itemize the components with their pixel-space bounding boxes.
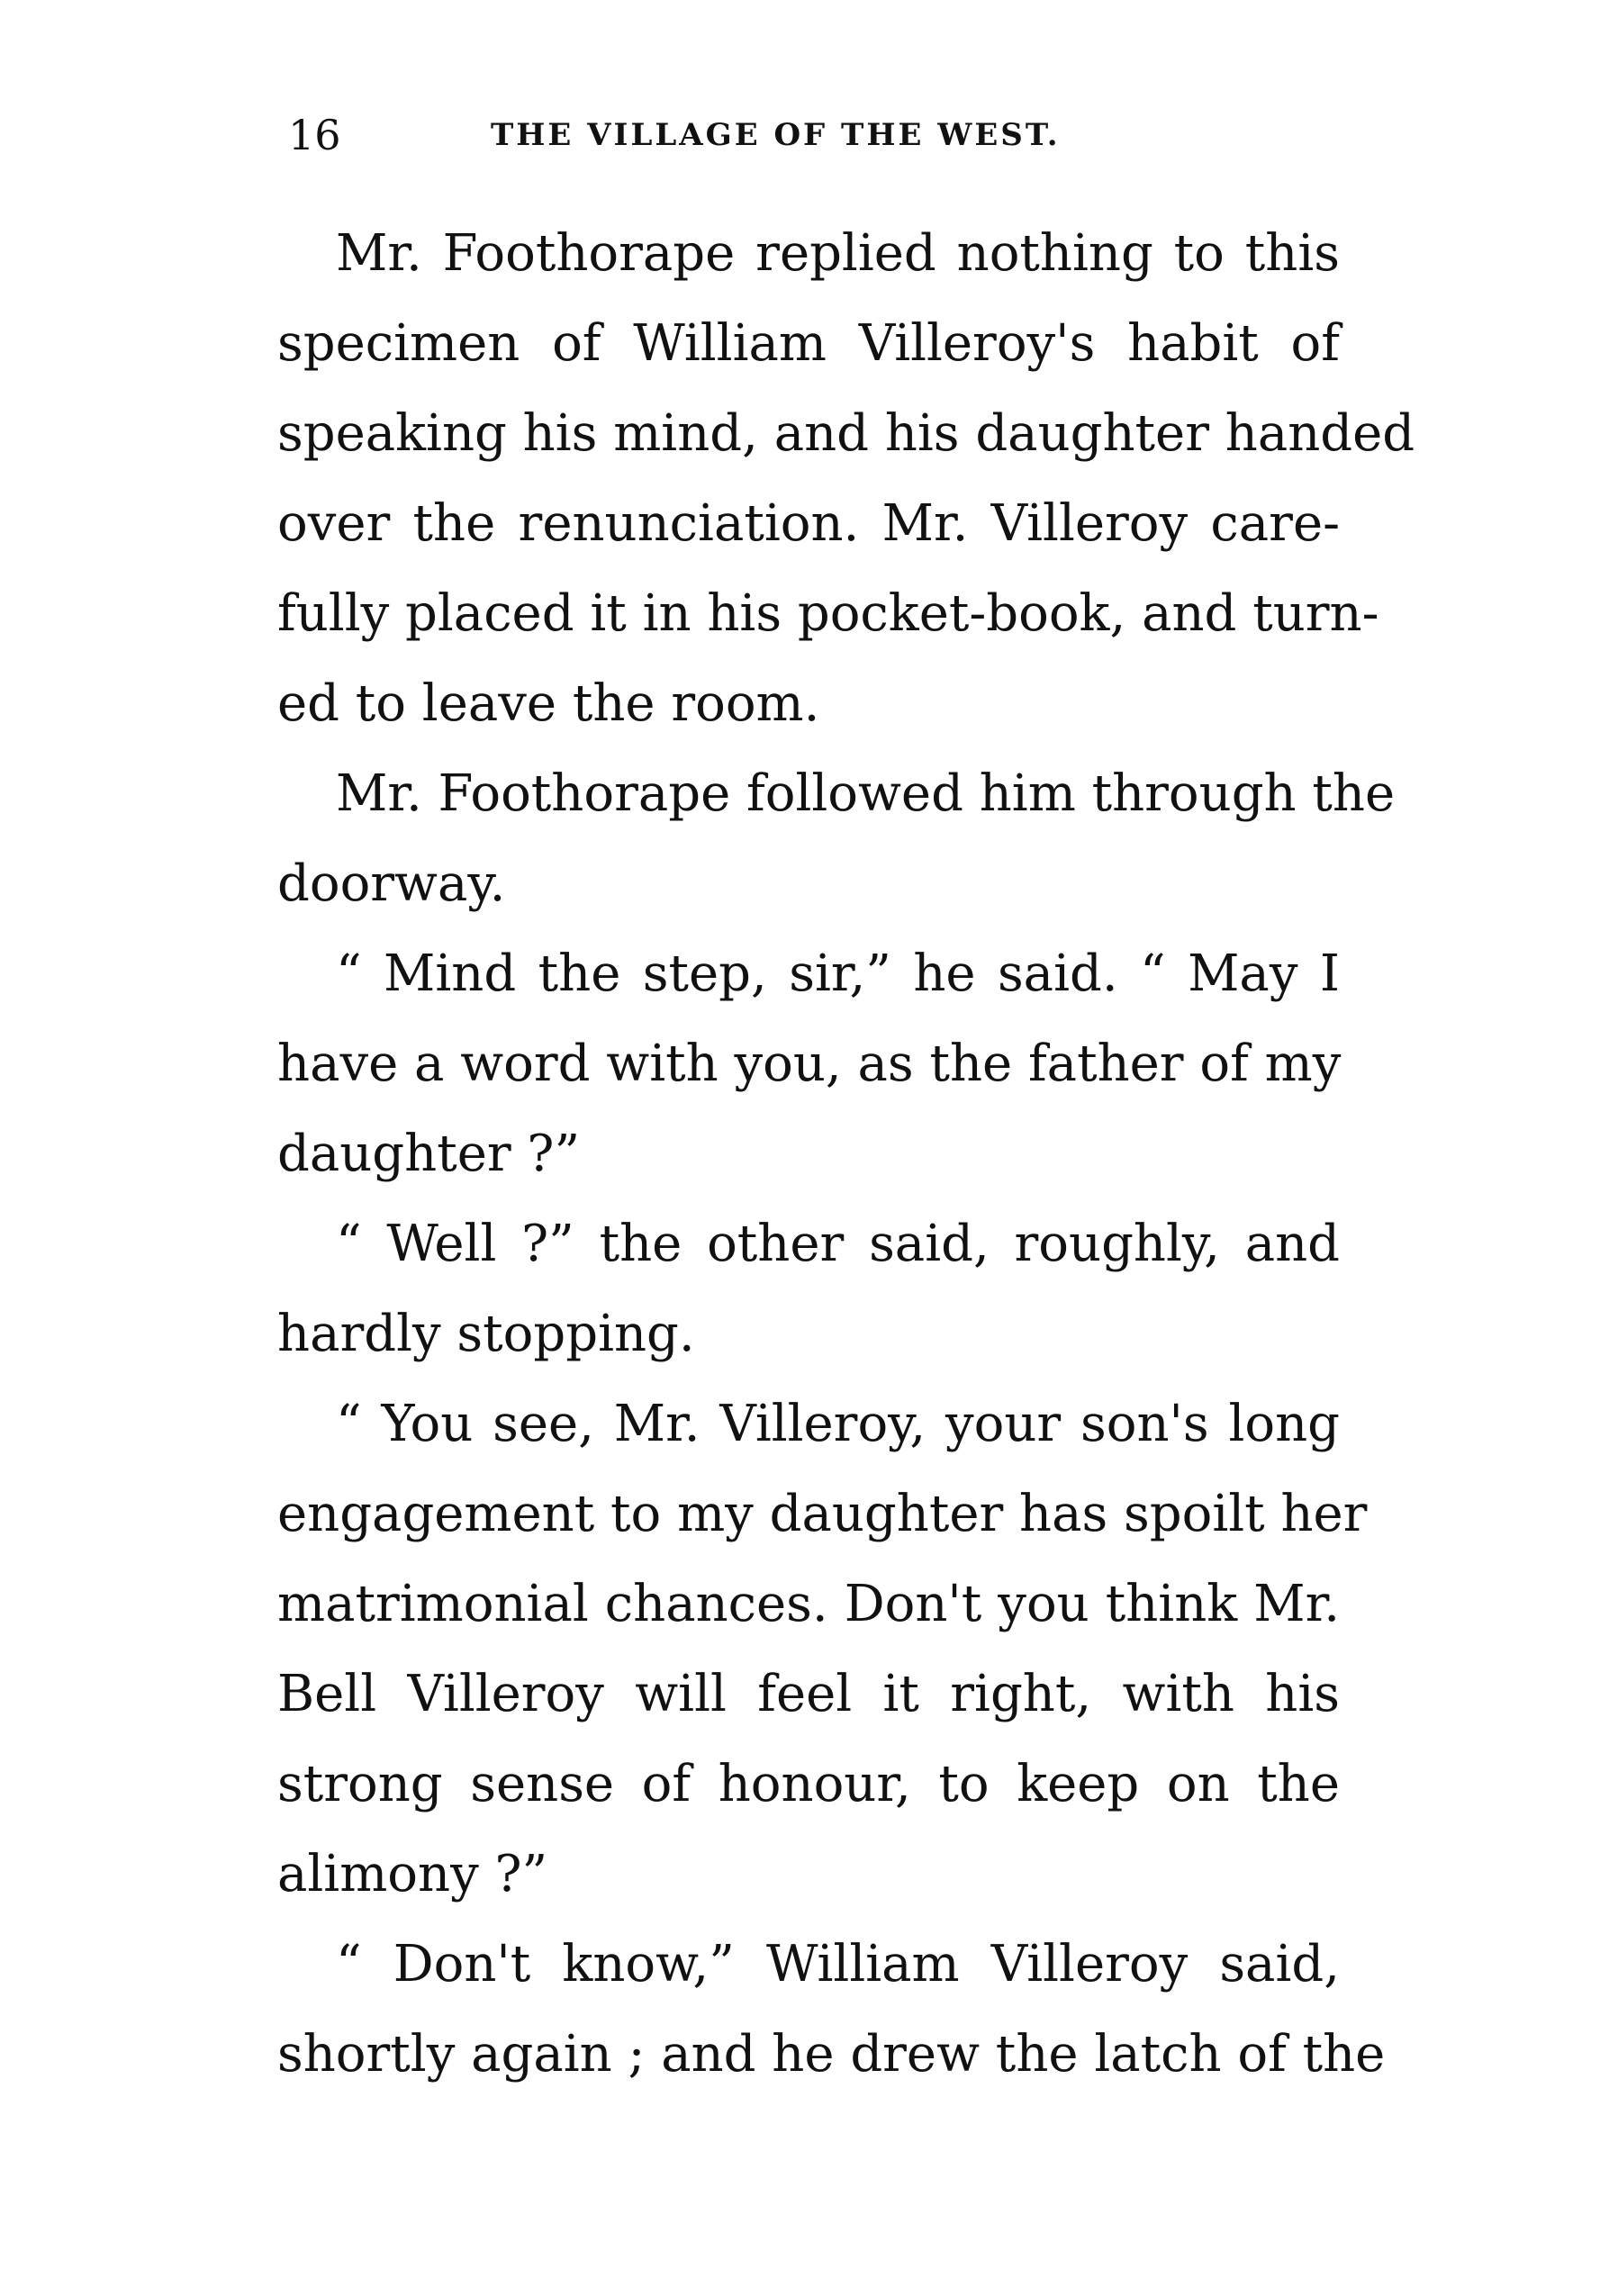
text-line: fully placed it in his pocket-book, and turn-	[277, 584, 1379, 643]
text-line: speaking his mind, and his daughter handed	[277, 404, 1415, 463]
text-line: ed to leave the room.	[277, 674, 820, 733]
text-line: Bell Villeroy will feel it right, with his	[277, 1665, 1340, 1723]
text-line: “ Don't know,” William Villeroy said,	[336, 1935, 1340, 1993]
text-line: Mr. Foothorape replied nothing to this	[336, 224, 1340, 283]
page-number: 16	[288, 111, 341, 159]
text-line: matrimonial chances. Don't you think Mr.	[277, 1575, 1340, 1633]
text-line: Mr. Foothorape followed him through the	[336, 764, 1396, 823]
text-line: alimony ?”	[277, 1845, 548, 1903]
text-line: “ Well ?” the other said, roughly, and	[336, 1215, 1340, 1273]
text-line: “ You see, Mr. Villeroy, your son's long	[336, 1395, 1340, 1453]
text-line: “ Mind the step, sir,” he said. “ May I	[336, 945, 1340, 1003]
running-head	[288, 104, 1333, 167]
text-line: over the renunciation. Mr. Villeroy care-	[277, 494, 1340, 553]
running-title: THE VILLAGE OF THE WEST.	[491, 117, 1061, 153]
text-line: strong sense of honour, to keep on the	[277, 1755, 1340, 1813]
text-line: specimen of William Villeroy's habit of	[277, 314, 1340, 373]
text-line: engagement to my daughter has spoilt her	[277, 1485, 1368, 1543]
body-text	[277, 209, 1415, 2100]
text-line: daughter ?”	[277, 1125, 581, 1183]
text-line: have a word with you, as the father of my	[277, 1035, 1342, 1093]
text-line: shortly again ; and he drew the latch of the	[277, 2025, 1386, 2084]
text-line: doorway.	[277, 854, 506, 913]
text-line: hardly stopping.	[277, 1305, 695, 1363]
